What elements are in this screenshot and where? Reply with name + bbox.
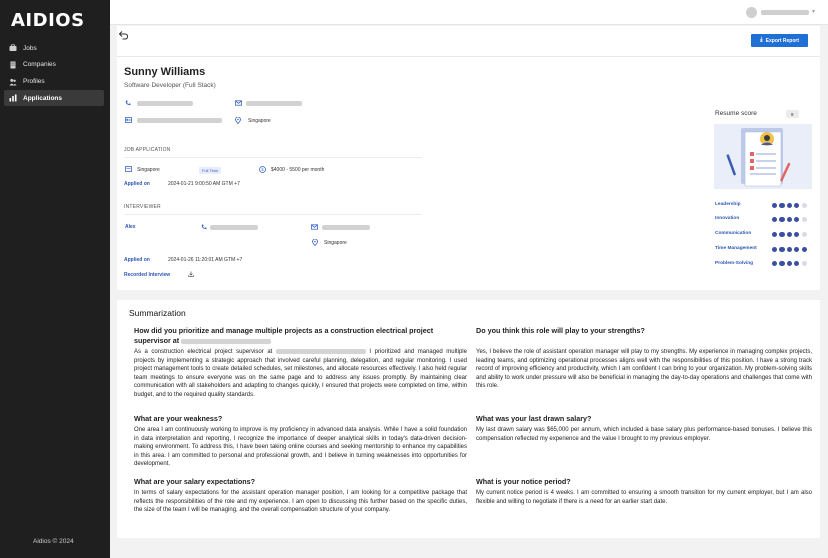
summary-title: Summarization: [129, 308, 186, 318]
users-icon: [9, 78, 17, 86]
sidebar: [0, 0, 110, 558]
sidebar-item-label: Jobs: [23, 44, 37, 52]
skill-rating: [772, 261, 807, 266]
rating-dot-empty: [802, 217, 807, 222]
rating-dot-empty: [802, 261, 807, 266]
resume-illustration: [714, 124, 812, 189]
rating-dot-filled: [787, 232, 792, 237]
phone-icon: [125, 100, 131, 108]
applied-on-label: Applied on: [124, 181, 150, 187]
sidebar-item-label: Companies: [23, 61, 56, 69]
interviewer-title: INTERVIEWER: [124, 204, 161, 210]
export-report-label: Export Report: [765, 37, 799, 44]
building-icon: [9, 61, 17, 69]
id-card-icon: [125, 117, 132, 125]
divider: [124, 157, 422, 158]
rating-dot-filled: [779, 203, 784, 208]
top-bar: [110, 0, 828, 25]
phone-redacted: [137, 101, 193, 106]
download-icon: ⤓: [760, 37, 763, 43]
rating-dot-filled: [794, 261, 799, 266]
recorded-interview-link[interactable]: Recorded Interview: [124, 272, 171, 278]
applied-on-date: 2024-01-21 9:00:50 AM GTM +7: [168, 181, 240, 187]
answer-text: My current notice period is 4 weeks. I am committed to ensuring a smooth transition for my current employer, but I am also flexible and willing to negotiate if there is a need for an earlier start date.: [476, 490, 812, 505]
rating-dot-empty: [802, 232, 807, 237]
rating-dot-filled: [787, 261, 792, 266]
rating-dot-filled: [779, 217, 784, 222]
sidebar-item-label: Applications: [23, 94, 63, 102]
company-redacted: [276, 349, 366, 354]
rating-dot-filled: [787, 217, 792, 222]
mail-icon: [235, 100, 242, 108]
rating-dot-filled: [779, 232, 784, 237]
skill-innovation: Innovation: [715, 216, 740, 221]
rating-dot-filled: [772, 261, 777, 266]
divider: [117, 56, 820, 57]
interview-date: 2024-01-26 11:20:01 AM GTM +7: [168, 257, 243, 263]
rating-dot-filled: [772, 217, 777, 222]
skill-communication: Communication: [715, 231, 752, 236]
location-pin-icon: [235, 117, 241, 126]
job-application-title: JOB APPLICATION: [124, 147, 171, 153]
salary-range: $4000 - 5500 per month: [271, 167, 325, 173]
interviewer-email-redacted: [322, 225, 370, 230]
rating-dot-filled: [794, 203, 799, 208]
rating-dot-filled: [779, 247, 784, 252]
divider: [124, 214, 422, 215]
candidate-role: Software Developer (Full Stack): [124, 82, 216, 89]
mail-icon: [311, 224, 318, 232]
download-icon[interactable]: [188, 271, 194, 279]
avatar[interactable]: [746, 7, 757, 18]
answer-text: In terms of salary expectations for the assistant operation manager position, I am looking for a competitive package that reflects the responsibilities of the role and my experience. I am open to discussing this further based on the specific duties, the size of the team I will be managing, and the overall compensation structure of your company.: [134, 490, 467, 513]
interviewer-phone-redacted: [210, 225, 258, 230]
question-title: What was your last drawn salary?: [476, 414, 592, 423]
rating-dot-filled: [794, 247, 799, 252]
skill-rating: [772, 232, 807, 237]
summary-card: [117, 300, 820, 538]
rating-dot-filled: [794, 217, 799, 222]
profile-card: [117, 26, 820, 290]
sidebar-item-applications[interactable]: [4, 90, 104, 106]
job-location: Singapore: [137, 167, 160, 173]
sidebar-item-jobs[interactable]: [4, 40, 104, 56]
interviewer-name: Alex: [125, 224, 136, 230]
skill-rating: [772, 247, 807, 252]
sidebar-item-companies[interactable]: [4, 57, 104, 73]
user-name-redacted[interactable]: [761, 10, 809, 15]
skill-leadership: Leadership: [715, 202, 741, 207]
export-report-button[interactable]: [751, 34, 808, 47]
briefcase-icon: [9, 44, 17, 52]
rating-dot-filled: [787, 247, 792, 252]
candidate-location: Singapore: [248, 118, 271, 124]
id-redacted: [137, 118, 222, 123]
answer-text: Yes, I believe the role of assistant operation manager will play to my strengths. My experience in managing complex projects, leading teams, and optimizing operational processes aligns well with the responsibilities of this position. I have a strong track record of improving efficiency and productivity, which I am confident I can bring to your organization. My problem-solving skills and ability to work under pressure will also be beneficial in managing the day-to-day operations and challenges that come with this role.: [476, 349, 812, 389]
sidebar-nav: [4, 40, 104, 107]
bar-chart-icon: [9, 94, 17, 102]
email-redacted: [246, 101, 302, 106]
building-icon: [125, 166, 132, 174]
chevron-down-icon[interactable]: ▼: [811, 9, 816, 15]
rating-dot-filled: [772, 247, 777, 252]
question-title: What are your salary expectations?: [134, 477, 256, 486]
sidebar-item-label: Profiles: [23, 78, 45, 86]
rating-dot-empty: [802, 203, 807, 208]
rating-dot-filled: [772, 232, 777, 237]
rating-dot-filled: [772, 203, 777, 208]
dollar-icon: [259, 166, 266, 175]
question-title: Do you think this role will play to your strengths?: [476, 326, 645, 335]
question-text: How did you prioritize and manage multiple projects as a construction electrical project supervisor at: [134, 326, 434, 345]
job-type-badge: Full Time: [199, 167, 221, 174]
applied-on-label: Applied on: [124, 257, 150, 263]
aidios-logo[interactable]: AIDIOS: [11, 10, 85, 31]
answer-text: [134, 348, 467, 399]
resume-score-badge: 9: [786, 110, 799, 118]
rating-dot-filled: [802, 247, 807, 252]
answer-text-part: As a construction electrical project supervisor at: [134, 349, 273, 355]
answer-text: One area I am continuously working to improve is my proficiency in advanced data analysis. While I have a solid foundation in data interpretation and reporting, I recognize the importance of deeper analytical skills in today's data-driven decision-making environment. To address this, I have been taking online courses and seeking mentorship to enhance my capabilities in this area. I am committed to personal and professional growth, and I believe in turning weaknesses into opportunities for development.: [134, 427, 467, 467]
skill-problem-solving: Problem-Solving: [715, 261, 754, 266]
svg-text:$: $: [261, 168, 264, 173]
sidebar-item-profiles[interactable]: [4, 74, 104, 90]
phone-icon: [201, 224, 207, 232]
company-redacted: [181, 339, 271, 344]
question-title: What are your weakness?: [134, 414, 223, 423]
skill-time-management: Time Management: [715, 246, 757, 251]
candidate-name: Sunny Williams: [124, 66, 206, 78]
skill-rating: [772, 217, 807, 222]
back-arrow-icon[interactable]: [118, 30, 129, 44]
footer-copyright: Aidios © 2024: [33, 538, 74, 545]
question-title: What is your notice period?: [476, 477, 571, 486]
question-title: [134, 326, 452, 346]
rating-dot-filled: [779, 261, 784, 266]
interviewer-location: Singapore: [324, 240, 347, 246]
location-pin-icon: [312, 239, 318, 248]
rating-dot-filled: [794, 232, 799, 237]
skill-rating: [772, 203, 807, 208]
resume-score-label: Resume score: [715, 110, 757, 117]
rating-dot-filled: [787, 203, 792, 208]
answer-text: My last drawn salary was $65,000 per annum, which included a base salary plus performance-based bonuses. I believe this compensation reflected my experience and the value I brought to my previous employer.: [476, 427, 812, 442]
answer-text-part: I prioritized and managed multiple projects by implementing a strategic approach that involved careful planning, delegation, and regular monitoring. I used project management tools to create detailed schedules, set milestones, and allocate resources effectively. I also held regular team meetings to ensure everyone was on the same page and to address any issues promptly. By maintaining clear communication with all stakeholders and adapting to changes quickly, I ensured that projects were completed on time, within budget, and to the required quality standards.: [134, 349, 467, 398]
